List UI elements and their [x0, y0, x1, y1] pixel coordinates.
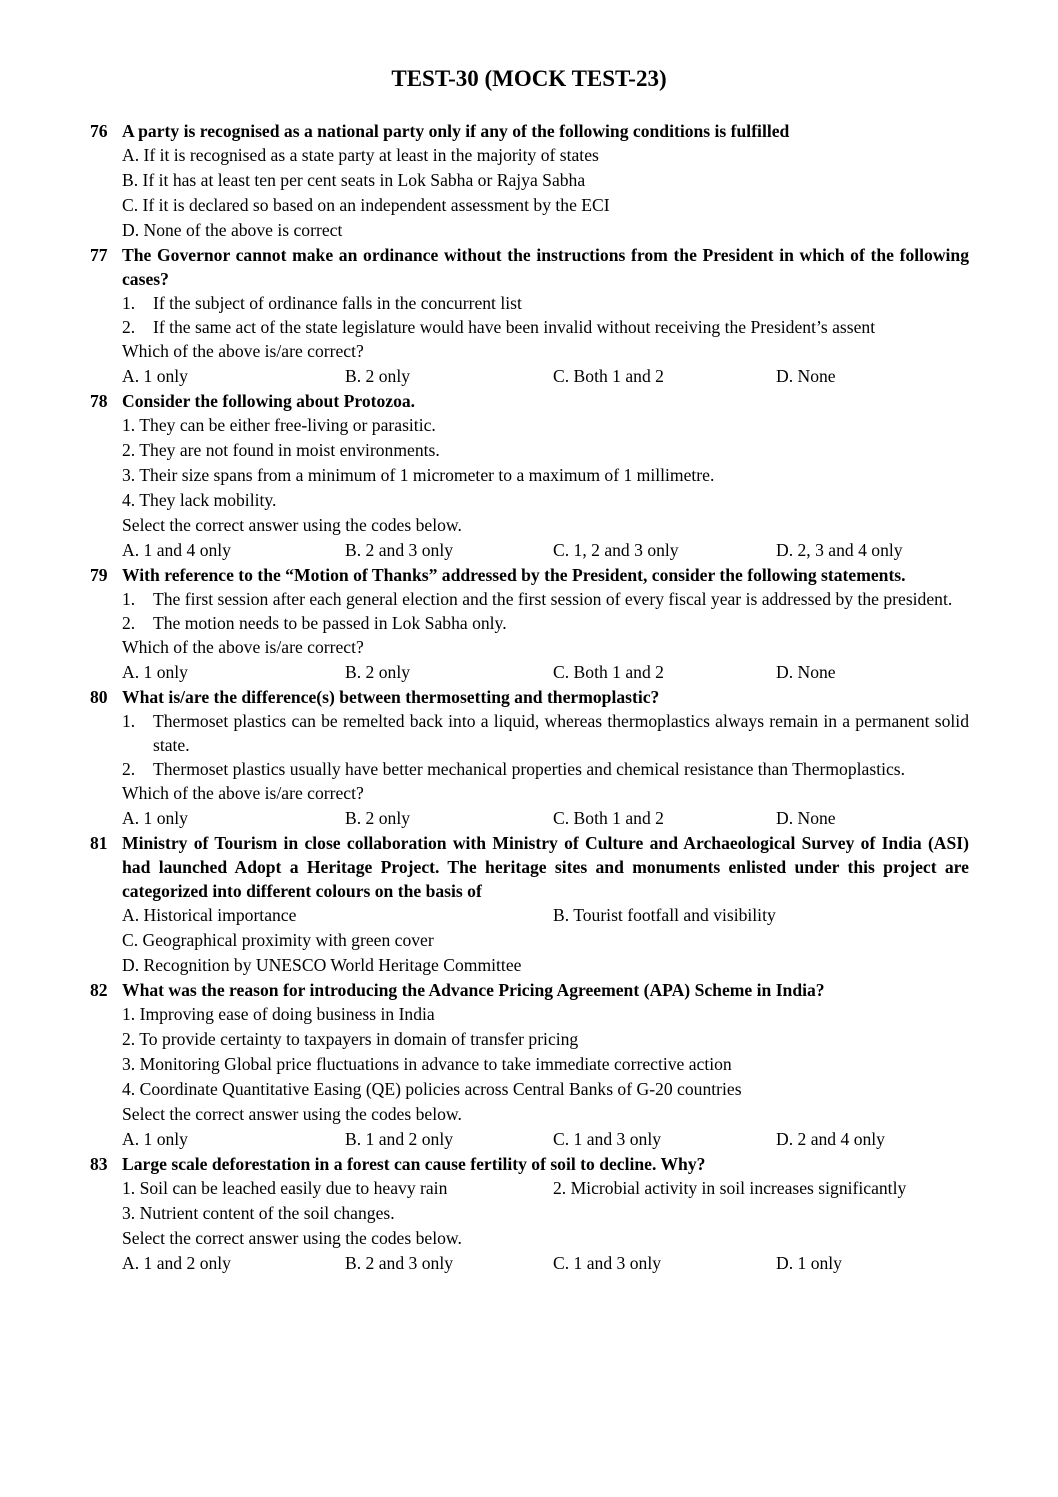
question-number: 82 [90, 980, 108, 1000]
question-77 [90, 243, 969, 389]
option-a: A. 1 only [122, 808, 188, 828]
option-a: A. 1 only [122, 1129, 188, 1149]
statement-marker: 1. [122, 293, 136, 313]
question-prompt: Select the correct answer using the codes below. [122, 515, 462, 535]
option-c: C. 1 and 3 only [553, 1129, 662, 1149]
statement-marker: 2. [122, 759, 136, 779]
question-stem: What was the reason for introducing the Advance Pricing Agreement (APA) Scheme in India? [122, 980, 825, 1000]
statement-text: If the same act of the state legislature would have been invalid without receiving the President’s assent [153, 317, 876, 337]
option-c: C. 1 and 3 only [553, 1253, 662, 1273]
page-title: TEST-30 (MOCK TEST-23) [391, 66, 667, 91]
question-prompt: Which of the above is/are correct? [122, 637, 364, 657]
statement-marker: 1. [122, 711, 136, 731]
statement-3: 3. Their size spans from a minimum of 1 micrometer to a maximum of 1 millimetre. [122, 465, 715, 485]
option-c: C. If it is declared so based on an independent assessment by the ECI [122, 195, 610, 215]
question-number: 83 [90, 1154, 108, 1174]
statement-marker: 1. [122, 589, 136, 609]
question-stem: Consider the following about Protozoa. [122, 391, 416, 411]
option-a: A. Historical importance [122, 905, 297, 925]
option-d: D. None of the above is correct [122, 220, 343, 240]
option-d: D. 2 and 4 only [776, 1129, 885, 1149]
question-number: 79 [90, 565, 108, 585]
question-stem: The Governor cannot make an ordinance without the instructions from the President in which of the following cases? [122, 245, 969, 289]
statement-3: 3. Nutrient content of the soil changes. [122, 1203, 395, 1223]
option-d: D. 2, 3 and 4 only [776, 540, 903, 560]
options [122, 1127, 969, 1152]
question-list [90, 119, 969, 1276]
option-c: C. Both 1 and 2 [553, 808, 664, 828]
options [122, 364, 969, 389]
question-prompt: Which of the above is/are correct? [122, 341, 364, 361]
option-b: B. 2 only [345, 662, 411, 682]
question-81 [90, 831, 969, 978]
question-number: 81 [90, 833, 108, 853]
statement-text: The first session after each general election and the first session of every fiscal year is addressed by the president. [153, 589, 953, 609]
option-b: B. 2 and 3 only [345, 1253, 454, 1273]
statement-1: 1. They can be either free-living or parasitic. [122, 415, 436, 435]
option-d: D. None [776, 662, 836, 682]
options [122, 806, 969, 831]
statement-1: 1. Improving ease of doing business in India [122, 1004, 435, 1024]
option-d: D. None [776, 366, 836, 386]
question-number: 76 [90, 121, 108, 141]
question-prompt: Select the correct answer using the codes below. [122, 1104, 462, 1124]
option-c: C. Both 1 and 2 [553, 366, 664, 386]
option-c: C. Both 1 and 2 [553, 662, 664, 682]
statement-3: 3. Monitoring Global price fluctuations in advance to take immediate corrective action [122, 1054, 732, 1074]
statement-text: Thermoset plastics can be remelted back into a liquid, whereas thermoplastics always remain in a permanent solid state. [153, 711, 969, 755]
statement-marker: 2. [122, 613, 136, 633]
statement-4: 4. Coordinate Quantitative Easing (QE) policies across Central Banks of G-20 countries [122, 1079, 742, 1099]
statement-1 [122, 291, 969, 315]
statement-text: If the subject of ordinance falls in the concurrent list [153, 293, 522, 313]
question-76 [90, 119, 969, 243]
statement-2 [122, 757, 969, 781]
question-82 [90, 978, 969, 1152]
statements-row [122, 1176, 969, 1201]
option-b: B. 2 only [345, 808, 411, 828]
option-a: A. 1 and 2 only [122, 1253, 231, 1273]
option-a: A. 1 only [122, 366, 188, 386]
options [122, 538, 969, 563]
question-79 [90, 563, 969, 685]
question-number: 77 [90, 245, 108, 265]
statement-2 [122, 315, 969, 339]
option-b: B. 2 and 3 only [345, 540, 454, 560]
statement-1 [122, 709, 969, 757]
option-d: D. Recognition by UNESCO World Heritage Committee [122, 955, 522, 975]
question-83 [90, 1152, 969, 1276]
option-c: C. Geographical proximity with green cover [122, 930, 434, 950]
question-stem: With reference to the “Motion of Thanks” addressed by the President, consider the following statements. [122, 565, 906, 585]
option-a: A. 1 only [122, 662, 188, 682]
option-d: D. None [776, 808, 836, 828]
question-stem: Ministry of Tourism in close collaboration with Ministry of Culture and Archaeological Survey of India (ASI) had launched Adopt a Heritage Project. The heritage sites and monuments enlisted under this project are categorized into different colours on the basis of [122, 833, 969, 901]
statement-2 [122, 611, 969, 635]
option-b: B. Tourist footfall and visibility [553, 905, 776, 925]
statement-2: 2. They are not found in moist environments. [122, 440, 440, 460]
question-stem: Large scale deforestation in a forest can cause fertility of soil to decline. Why? [122, 1154, 706, 1174]
option-c: C. 1, 2 and 3 only [553, 540, 679, 560]
question-stem: A party is recognised as a national party only if any of the following conditions is fulfilled [122, 121, 790, 141]
options [122, 1251, 969, 1276]
option-b: B. 1 and 2 only [345, 1129, 454, 1149]
option-d: D. 1 only [776, 1253, 842, 1273]
question-prompt: Select the correct answer using the codes below. [122, 1228, 462, 1248]
statement-2: 2. To provide certainty to taxpayers in domain of transfer pricing [122, 1029, 579, 1049]
statement-marker: 2. [122, 317, 136, 337]
options [122, 660, 969, 685]
option-a: A. If it is recognised as a state party at least in the majority of states [122, 145, 599, 165]
question-number: 78 [90, 391, 108, 411]
statement-1 [122, 587, 969, 611]
question-prompt: Which of the above is/are correct? [122, 783, 364, 803]
question-number: 80 [90, 687, 108, 707]
option-b: B. 2 only [345, 366, 411, 386]
statement-text: The motion needs to be passed in Lok Sabha only. [153, 613, 507, 633]
statement-2: 2. Microbial activity in soil increases significantly [553, 1178, 907, 1198]
question-80 [90, 685, 969, 831]
option-b: B. If it has at least ten per cent seats in Lok Sabha or Rajya Sabha [122, 170, 586, 190]
option-a: A. 1 and 4 only [122, 540, 231, 560]
question-stem: What is/are the difference(s) between thermosetting and thermoplastic? [122, 687, 660, 707]
statement-text: Thermoset plastics usually have better mechanical properties and chemical resistance than Thermoplastics. [153, 759, 906, 779]
options-row [122, 903, 969, 928]
statement-4: 4. They lack mobility. [122, 490, 277, 510]
statement-1: 1. Soil can be leached easily due to heavy rain [122, 1178, 448, 1198]
question-78 [90, 389, 969, 563]
